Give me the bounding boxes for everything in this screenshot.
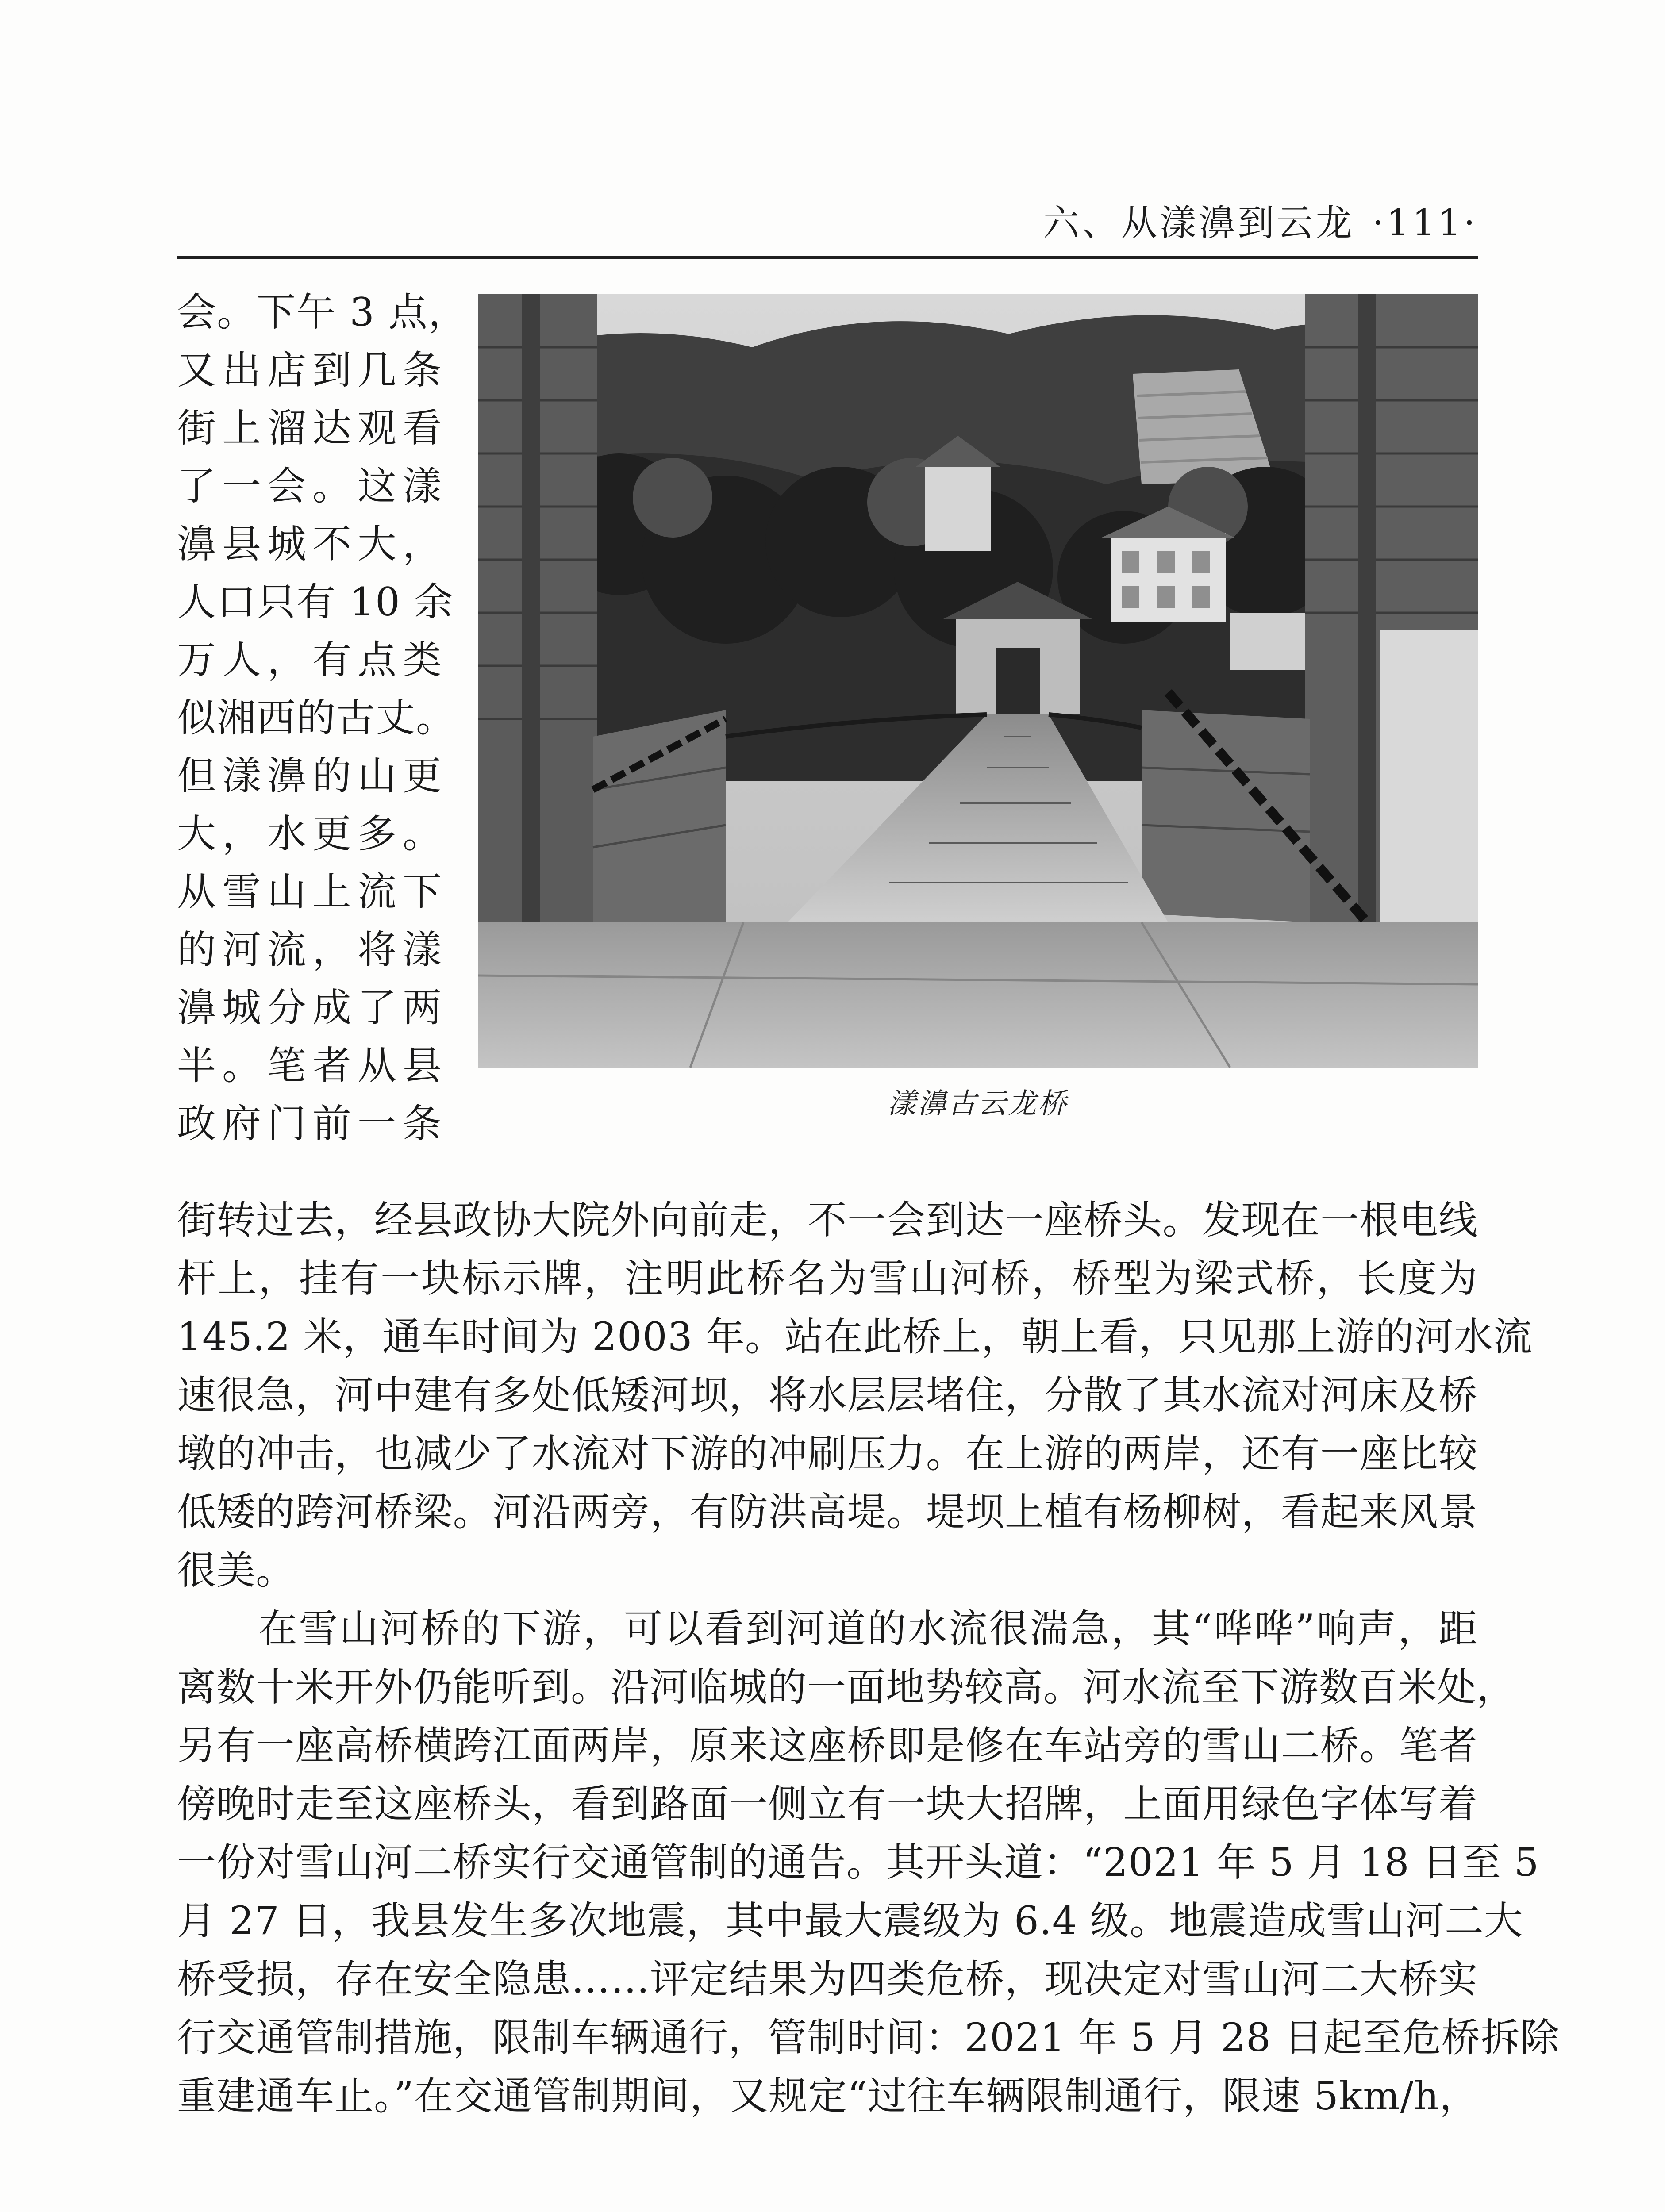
bridge-photo-illustration [478,294,1478,1068]
body-line: 行交通管制措施，限制车辆通行，管制时间：2021 年 5 月 28 日起至危桥拆除 [177,2015,1560,2060]
side-text-line: 濞县城不大， [177,521,442,567]
body-line: 街转过去，经县政协大院外向前走，不一会到达一座桥头。发现在一根电线 [177,1197,1478,1243]
bridge-photo [478,294,1478,1068]
body-line: 月 27 日，我县发生多次地震，其中最大震级为 6.4 级。地震造成雪山河二大 [177,1898,1523,1943]
body-line: 傍晚时走至这座桥头，看到路面一侧立有一块大招牌，上面用绿色字体写着 [177,1781,1478,1827]
body-line: 很美。 [177,1548,296,1593]
side-text-line: 从雪山上流下 [177,869,442,914]
page-number: ·111· [1372,202,1478,244]
side-text-line: 半。笔者从县 [177,1043,442,1088]
chapter-title: 六、从漾濞到云龙 [1043,202,1355,244]
side-text-line: 濞城分成了两 [177,985,442,1030]
side-text-line: 了一会。这漾 [177,463,442,509]
body-line: 145.2 米，通车时间为 2003 年。站在此桥上，朝上看，只见那上游的河水流 [177,1314,1533,1359]
header-rule [177,256,1478,259]
side-text-line: 似湘西的古丈。 [177,695,456,741]
side-text-line: 大，水更多。 [177,811,442,856]
body-line: 另有一座高桥横跨江面两岸，原来这座桥即是修在车站旁的雪山二桥。笔者 [177,1723,1478,1768]
body-line: 低矮的跨河桥梁。河沿两旁，有防洪高堤。堤坝上植有杨柳树，看起来风景 [177,1489,1478,1535]
body-line: 桥受损，存在安全隐患……评定结果为四类危桥，现决定对雪山河二大桥实 [177,1956,1478,2002]
body-line: 离数十米开外仍能听到。沿河临城的一面地势较高。河水流至下游数百米处， [177,1664,1516,1710]
side-text-line: 街上溜达观看 [177,405,442,451]
body-line: 在雪山河桥的下游，可以看到河道的水流很湍急，其“哗哗”响声，距 [177,1606,1478,1651]
side-text-line: 的河流，将漾 [177,927,442,972]
body-line: 墩的冲击，也减少了水流对下游的冲刷压力。在上游的两岸，还有一座比较 [177,1431,1478,1476]
side-text-line: 人口只有 10 余 [177,579,454,625]
photo-caption: 漾濞古云龙桥 [888,1087,1068,1120]
side-text-line: 但漾濞的山更 [177,753,442,799]
side-text-line: 政府门前一条 [177,1101,442,1146]
body-line: 杆上，挂有一块标示牌，注明此桥名为雪山河桥，桥型为梁式桥，长度为 [177,1256,1478,1301]
running-header [177,195,1478,252]
body-line: 一份对雪山河二桥实行交通管制的通告。其开头道：“2021 年 5 月 18 日至 5 [177,1839,1539,1885]
body-text [177,1191,1560,2125]
side-text-line: 万人，有点类 [177,637,442,683]
side-text-column [177,283,468,1152]
side-text-line: 会。下午 3 点， [177,289,468,335]
body-line: 重建通车止。”在交通管制期间，又规定“过往车辆限制通行，限速 5km/h， [177,2073,1479,2119]
side-text-line: 又出店到几条 [177,347,442,393]
body-line: 速很急，河中建有多处低矮河坝，将水层层堵住，分散了其水流对河床及桥 [177,1372,1478,1418]
